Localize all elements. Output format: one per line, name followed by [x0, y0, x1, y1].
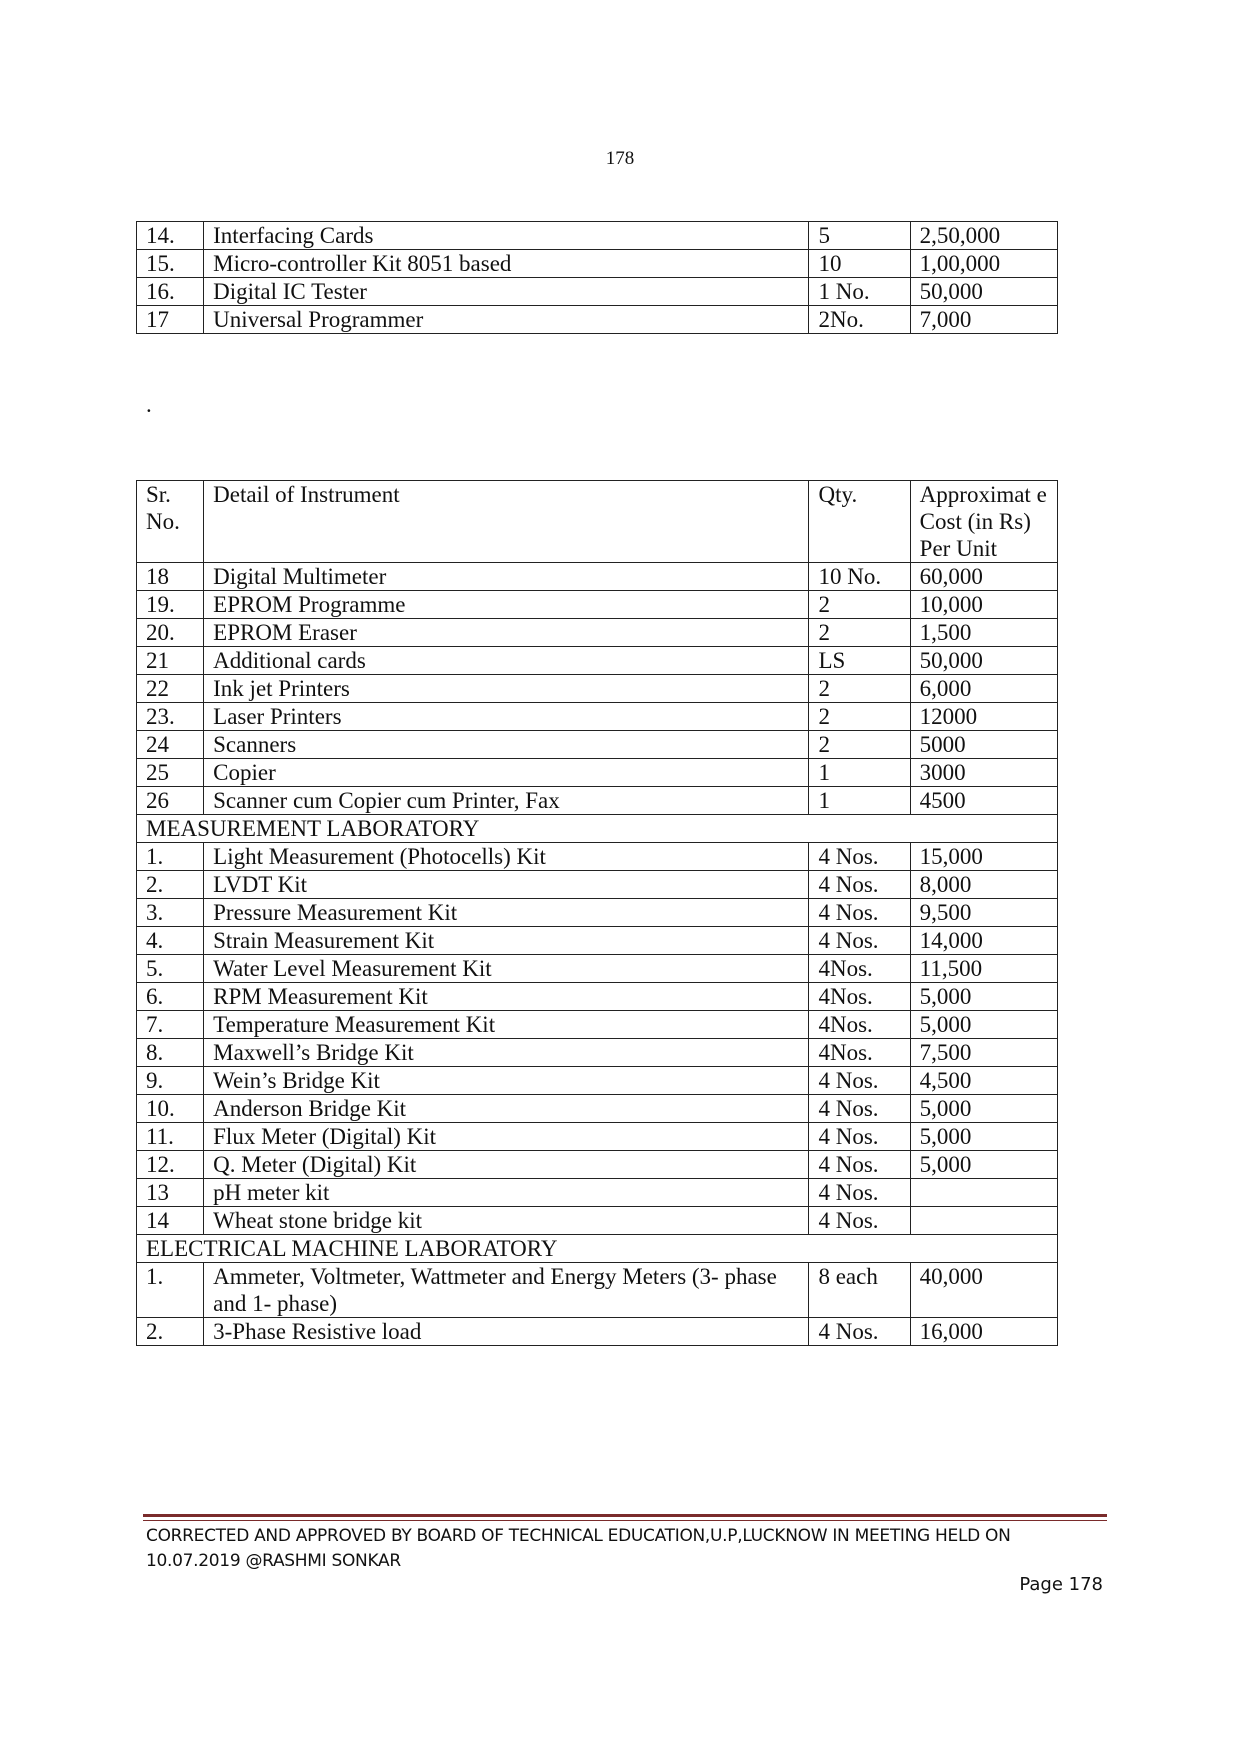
cell-qty: 4Nos. — [809, 983, 910, 1011]
table-row — [137, 647, 1058, 675]
cell-sr-no: 13 — [137, 1179, 204, 1207]
footer-divider — [143, 1514, 1107, 1517]
table-row — [137, 1067, 1058, 1095]
table-row — [137, 1263, 1058, 1318]
cell-sr-no: 14. — [137, 222, 204, 250]
cell-detail: Interfacing Cards — [204, 222, 809, 250]
cell-detail: EPROM Eraser — [204, 619, 809, 647]
cell-sr-no: 12. — [137, 1151, 204, 1179]
cell-qty: 1 — [809, 759, 910, 787]
cell-cost: 5,000 — [910, 1123, 1057, 1151]
cell-sr-no: 14 — [137, 1207, 204, 1235]
cell-detail: Wein’s Bridge Kit — [204, 1067, 809, 1095]
cell-cost — [910, 1179, 1057, 1207]
cell-cost — [910, 1207, 1057, 1235]
cell-sr-no: 2. — [137, 871, 204, 899]
cell-qty: 4 Nos. — [809, 1318, 910, 1346]
cell-sr-no: 21 — [137, 647, 204, 675]
cell-sr-no: 9. — [137, 1067, 204, 1095]
cell-detail: Flux Meter (Digital) Kit — [204, 1123, 809, 1151]
cell-cost: 10,000 — [910, 591, 1057, 619]
cell-cost: 1,500 — [910, 619, 1057, 647]
cell-qty: 4 Nos. — [809, 1151, 910, 1179]
table-row — [137, 983, 1058, 1011]
cell-detail: Additional cards — [204, 647, 809, 675]
cell-cost: 5,000 — [910, 1151, 1057, 1179]
table-row — [137, 1039, 1058, 1067]
table-header-row — [137, 481, 1058, 563]
cell-qty: 4 Nos. — [809, 1179, 910, 1207]
cell-detail: Ammeter, Voltmeter, Wattmeter and Energy Meters (3- phase and 1- phase) — [204, 1263, 809, 1318]
cell-qty: 4 Nos. — [809, 927, 910, 955]
cell-detail: Light Measurement (Photocells) Kit — [204, 843, 809, 871]
cell-cost: 50,000 — [910, 278, 1057, 306]
table-row — [137, 278, 1058, 306]
cell-qty: LS — [809, 647, 910, 675]
cell-qty: 4Nos. — [809, 955, 910, 983]
cell-detail: Strain Measurement Kit — [204, 927, 809, 955]
cell-sr-no: 11. — [137, 1123, 204, 1151]
cell-detail: LVDT Kit — [204, 871, 809, 899]
cell-detail: EPROM Programme — [204, 591, 809, 619]
table-row — [137, 591, 1058, 619]
cell-sr-no: 25 — [137, 759, 204, 787]
cell-cost: 1,00,000 — [910, 250, 1057, 278]
cell-sr-no: 23. — [137, 703, 204, 731]
cell-qty: 4 Nos. — [809, 899, 910, 927]
cell-cost: 5,000 — [910, 1095, 1057, 1123]
cell-detail: Wheat stone bridge kit — [204, 1207, 809, 1235]
header-detail: Detail of Instrument — [204, 481, 809, 563]
cell-qty: 4 Nos. — [809, 1095, 910, 1123]
cell-detail: Temperature Measurement Kit — [204, 1011, 809, 1039]
cell-qty: 1 No. — [809, 278, 910, 306]
footer-approval-text: CORRECTED AND APPROVED BY BOARD OF TECHNICAL EDUCATION,U.P,LUCKNOW IN MEETING HELD ON 10.07.2019 @RASHMI SONKAR — [146, 1526, 1011, 1571]
table-row — [137, 1318, 1058, 1346]
cell-cost: 5,000 — [910, 1011, 1057, 1039]
cell-cost: 4,500 — [910, 1067, 1057, 1095]
cell-cost: 7,000 — [910, 306, 1057, 334]
cell-detail: Laser Printers — [204, 703, 809, 731]
cell-qty: 8 each — [809, 1263, 910, 1318]
cell-sr-no: 26 — [137, 787, 204, 815]
cell-sr-no: 5. — [137, 955, 204, 983]
cell-detail: Maxwell’s Bridge Kit — [204, 1039, 809, 1067]
table-row — [137, 563, 1058, 591]
cell-sr-no: 1. — [137, 843, 204, 871]
separator-dot: . — [146, 392, 152, 417]
cell-qty: 4 Nos. — [809, 1123, 910, 1151]
cell-sr-no: 16. — [137, 278, 204, 306]
cell-qty: 2 — [809, 675, 910, 703]
cell-cost: 16,000 — [910, 1318, 1057, 1346]
table-row — [137, 619, 1058, 647]
cell-qty: 10 — [809, 250, 910, 278]
table-row — [137, 1151, 1058, 1179]
equipment-table-continued — [136, 221, 1058, 334]
cell-detail: Q. Meter (Digital) Kit — [204, 1151, 809, 1179]
cell-sr-no: 22 — [137, 675, 204, 703]
table-row — [137, 731, 1058, 759]
cell-sr-no: 24 — [137, 731, 204, 759]
cell-cost: 2,50,000 — [910, 222, 1057, 250]
cell-qty: 10 No. — [809, 563, 910, 591]
footer-divider-thin — [143, 1520, 1107, 1521]
cell-qty: 2 — [809, 619, 910, 647]
cell-cost: 15,000 — [910, 843, 1057, 871]
section-heading: MEASUREMENT LABORATORY — [137, 815, 1058, 843]
table-row — [137, 222, 1058, 250]
cell-sr-no: 4. — [137, 927, 204, 955]
cell-detail: Micro-controller Kit 8051 based — [204, 250, 809, 278]
table-row — [137, 871, 1058, 899]
table-row — [137, 1095, 1058, 1123]
footer-page-number: Page 178 — [1019, 1574, 1103, 1595]
cell-sr-no: 15. — [137, 250, 204, 278]
cell-detail: pH meter kit — [204, 1179, 809, 1207]
cell-detail: Scanners — [204, 731, 809, 759]
equipment-table — [136, 480, 1058, 1346]
cell-qty: 4 Nos. — [809, 843, 910, 871]
table-row — [137, 1123, 1058, 1151]
table-row — [137, 1011, 1058, 1039]
cell-qty: 2No. — [809, 306, 910, 334]
cell-cost: 50,000 — [910, 647, 1057, 675]
cell-detail: Anderson Bridge Kit — [204, 1095, 809, 1123]
cell-cost: 8,000 — [910, 871, 1057, 899]
cell-detail: RPM Measurement Kit — [204, 983, 809, 1011]
table-row — [137, 306, 1058, 334]
cell-qty: 4Nos. — [809, 1011, 910, 1039]
cell-cost: 5000 — [910, 731, 1057, 759]
table-row — [137, 843, 1058, 871]
cell-cost: 11,500 — [910, 955, 1057, 983]
cell-cost: 12000 — [910, 703, 1057, 731]
cell-qty: 2 — [809, 591, 910, 619]
table-row — [137, 675, 1058, 703]
table-row — [137, 927, 1058, 955]
cell-sr-no: 2. — [137, 1318, 204, 1346]
cell-sr-no: 20. — [137, 619, 204, 647]
cell-qty: 4 Nos. — [809, 1067, 910, 1095]
cell-sr-no: 3. — [137, 899, 204, 927]
cell-detail: Universal Programmer — [204, 306, 809, 334]
cell-detail: Digital Multimeter — [204, 563, 809, 591]
section-row-electrical — [137, 1235, 1058, 1263]
cell-qty: 5 — [809, 222, 910, 250]
header-qty: Qty. — [809, 481, 910, 563]
header-sr-no: Sr. No. — [137, 481, 204, 563]
table-row — [137, 703, 1058, 731]
cell-cost: 7,500 — [910, 1039, 1057, 1067]
cell-sr-no: 1. — [137, 1263, 204, 1318]
cell-qty: 2 — [809, 703, 910, 731]
table-row — [137, 250, 1058, 278]
cell-sr-no: 17 — [137, 306, 204, 334]
section-heading: ELECTRICAL MACHINE LABORATORY — [137, 1235, 1058, 1263]
cell-cost: 9,500 — [910, 899, 1057, 927]
cell-detail: Pressure Measurement Kit — [204, 899, 809, 927]
cell-detail: Copier — [204, 759, 809, 787]
table-row — [137, 1179, 1058, 1207]
cell-qty: 4 Nos. — [809, 1207, 910, 1235]
page-number-top: 178 — [605, 148, 635, 169]
table-row — [137, 955, 1058, 983]
cell-cost: 3000 — [910, 759, 1057, 787]
table-row — [137, 1207, 1058, 1235]
cell-cost: 4500 — [910, 787, 1057, 815]
cell-cost: 60,000 — [910, 563, 1057, 591]
cell-detail: Scanner cum Copier cum Printer, Fax — [204, 787, 809, 815]
cell-sr-no: 18 — [137, 563, 204, 591]
cell-detail: Ink jet Printers — [204, 675, 809, 703]
cell-detail: 3-Phase Resistive load — [204, 1318, 809, 1346]
table-row — [137, 759, 1058, 787]
cell-sr-no: 10. — [137, 1095, 204, 1123]
table-row — [137, 899, 1058, 927]
cell-sr-no: 6. — [137, 983, 204, 1011]
cell-cost: 6,000 — [910, 675, 1057, 703]
cell-qty: 2 — [809, 731, 910, 759]
header-cost: Approximat e Cost (in Rs) Per Unit — [910, 481, 1057, 563]
cell-qty: 4 Nos. — [809, 871, 910, 899]
cell-detail: Water Level Measurement Kit — [204, 955, 809, 983]
cell-cost: 5,000 — [910, 983, 1057, 1011]
cell-qty: 1 — [809, 787, 910, 815]
table-row — [137, 787, 1058, 815]
section-row-measurement — [137, 815, 1058, 843]
cell-sr-no: 8. — [137, 1039, 204, 1067]
cell-qty: 4Nos. — [809, 1039, 910, 1067]
cell-sr-no: 7. — [137, 1011, 204, 1039]
cell-detail: Digital IC Tester — [204, 278, 809, 306]
cell-cost: 40,000 — [910, 1263, 1057, 1318]
cell-cost: 14,000 — [910, 927, 1057, 955]
cell-sr-no: 19. — [137, 591, 204, 619]
